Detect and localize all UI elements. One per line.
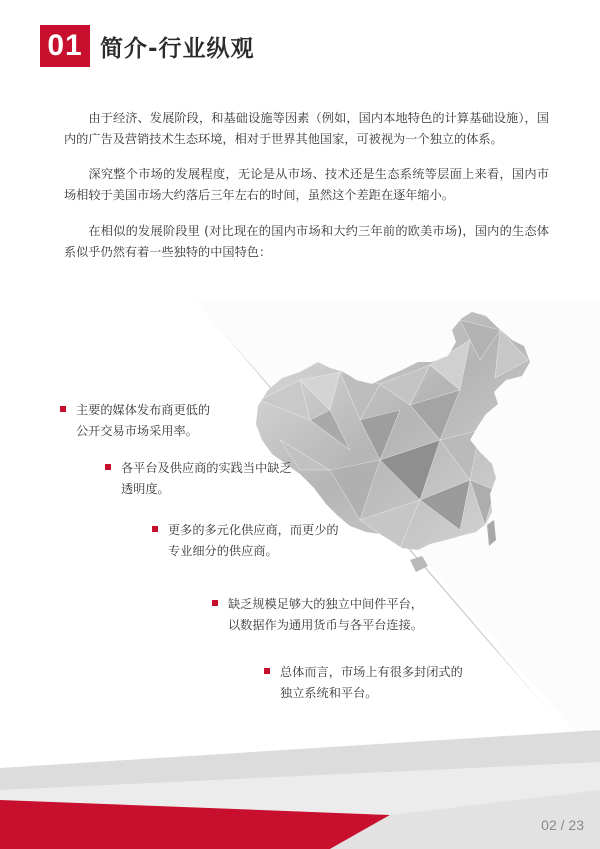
intro-paragraph-3: 在相似的发展阶段里 (对比现在的国内市场和大约三年前的欧美市场)，国内的生态体系似乎仍然有着一些独特的中国特色： [64,224,549,259]
bullet-item: 各平台及供应商的实践当中缺乏 透明度。 [121,458,292,500]
section-number: 01 [40,25,90,67]
bullet-item: 缺乏规模足够大的独立中间件平台， 以数据作为通用货币与各平台连接。 [228,594,423,636]
bullet-marker [105,464,111,470]
intro-paragraph-2: 深究整个市场的发展程度，无论是从市场、技术还是生态系统等层面上来看，国内市场相较于美国市场大约落后三年左右的时间，虽然这个差距在逐年缩小。 [64,167,549,202]
bullet-marker [152,526,158,532]
bullet-item: 更多的多元化供应商，而更少的 专业细分的供应商。 [168,520,339,562]
page-number: 02 / 23 [541,817,584,833]
bullet-item: 总体而言，市场上有很多封闭式的 独立系统和平台。 [280,662,463,704]
section-title: 简介-行业纵观 [100,35,255,62]
bullet-item: 主要的媒体发布商更低的 公开交易市场采用率。 [76,400,210,442]
bullet-marker [60,406,66,412]
intro-paragraph-1: 由于经济、发展阶段，和基础设施等因素（例如，国内本地特色的计算基础设施），国内的广告及营销技术生态环境，相对于世界其他国家，可被视为一个独立的体系。 [64,111,549,146]
bullet-marker [212,600,218,606]
section-header [40,24,255,68]
bullet-marker [264,668,270,674]
